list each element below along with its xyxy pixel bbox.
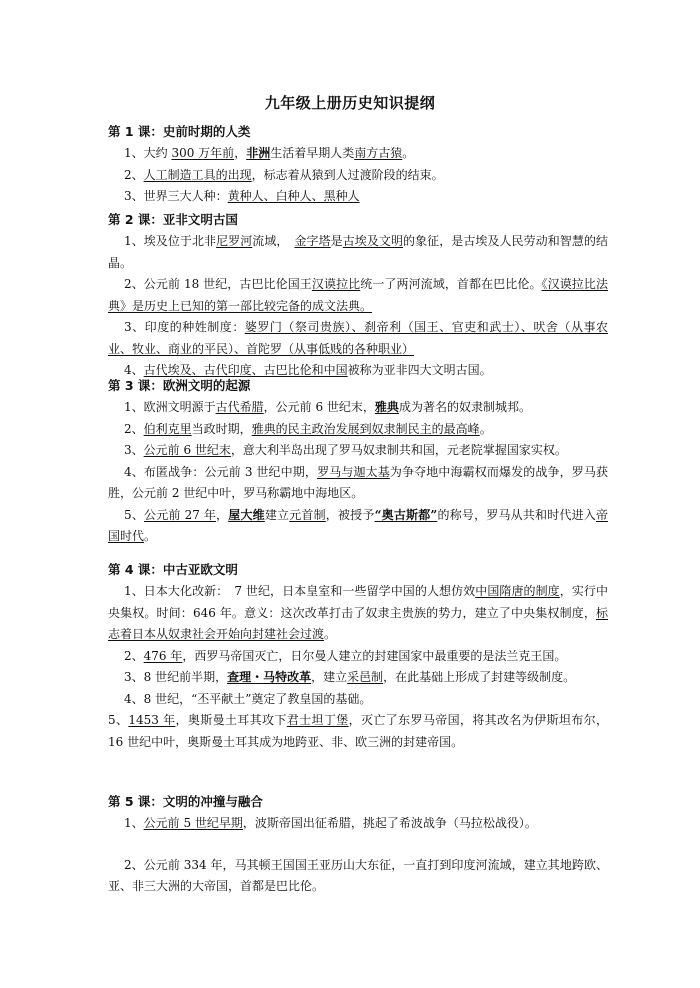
text-run: 1、大约 [124, 146, 172, 160]
text-run: 2、 [124, 648, 144, 663]
underlined-text: 非洲 [246, 146, 271, 160]
text-run: 统一了两河流域，首都在巴比伦。 [360, 277, 542, 291]
underlined-text: 查理・马特改革 [227, 670, 312, 684]
underlined-text: 古代埃及、古代印度、古巴比伦和中国 [143, 363, 348, 377]
text-run: ，在此基础上形成了封建等级制度。 [383, 670, 576, 684]
text-run: 。 [402, 146, 415, 160]
lesson-4 [108, 559, 608, 753]
text-run: 4、布匿战争：公元前 3 世纪中期， [124, 464, 318, 479]
list-item [108, 689, 608, 711]
underlined-text: 公元前 5 世纪早期 [143, 816, 243, 830]
underlined-text: 采邑制 [347, 670, 384, 684]
lesson-heading: 第 5 课：文明的冲撞与融合 [108, 794, 263, 809]
text-run: ，西罗马帝国灭亡，日尔曼人建立的封建国家中最重要的是法兰克王国。 [182, 648, 567, 663]
underlined-text: 476 年 [143, 648, 183, 663]
text-run: ，波斯帝国出征希腊，挑起了希波战争（马拉松战役）。 [242, 816, 537, 830]
underlined-text: 雅典 [374, 400, 399, 414]
list-item [108, 813, 608, 835]
underlined-text: 人工制造工具的出现 [143, 167, 252, 182]
page-title: 九年级上册历史知识提纲 [264, 94, 436, 112]
text-run: ，建立 [311, 670, 348, 684]
text-run: 为争夺地中海霸权而爆发的战争，罗马获胜，公元前 2 世纪中叶，罗马称霸地中海地区。 [108, 464, 608, 500]
underlined-text: 伯利克里 [143, 421, 192, 436]
underlined-text: 标志着日本从奴隶社会开始向封建社会过渡 [108, 605, 608, 641]
lesson-1 [108, 121, 608, 208]
list-item [108, 505, 608, 548]
list-item [108, 231, 608, 274]
underlined-text: 古埃及文明 [342, 234, 404, 248]
list-item [108, 419, 608, 441]
text-run: 3、8 世纪前半期， [124, 670, 228, 684]
underlined-text: 婆罗门（祭司贵族）、刹帝利（国王、官吏和武士）、吠舍（从事农业、牧业、商业的平民）、首陀罗（从事低贱的各种职业） [108, 320, 608, 356]
underlined-text: 300 万年前 [171, 146, 235, 160]
list-item [108, 646, 608, 668]
list-item [108, 165, 608, 187]
text-run: 。 [479, 421, 492, 436]
text-run: 的象征，是古埃及人民劳动和智慧的结晶。 [108, 234, 608, 270]
underlined-text: 中国隋唐的制度 [475, 584, 560, 598]
underlined-text: 1453 年 [128, 713, 176, 727]
underlined-text: 尼罗河 [216, 234, 253, 248]
list-item [108, 710, 608, 753]
text-run: ，实行中央集权。时间：646 年。意义：这次改革打击了奴隶主贵族的势力，建立了中央集权制度， [108, 584, 608, 620]
text-run: 生活着早期人类 [270, 146, 355, 160]
text-run: ， [234, 146, 247, 160]
list-item [108, 274, 608, 317]
text-run: ，意大利半岛出现了罗马奴隶制共和国，元老院掌握国家实权。 [230, 443, 567, 457]
text-run: 当政时期， [191, 421, 252, 436]
text-run: 5、 [124, 507, 145, 522]
text-run: 流域， [252, 234, 295, 248]
text-run: 3、 [124, 443, 144, 457]
text-run: 3、印度的种姓制度： [124, 320, 245, 334]
underlined-text: 金字塔 [294, 234, 331, 248]
text-run: 3、世界三大人种： [124, 189, 228, 203]
text-run: 1、欧洲文明源于 [124, 400, 216, 414]
underlined-text: 公元前 27 年 [144, 507, 217, 522]
list-item [108, 317, 608, 360]
list-item [108, 462, 608, 505]
text-run: 。 [144, 529, 157, 543]
text-run: 4、8 世纪，“丕平献土”奠定了教皇国的基础。 [124, 691, 372, 706]
underlined-text: 元首制 [289, 507, 326, 522]
lesson-2 [108, 209, 608, 382]
text-run: 2、公元前 18 世纪，古巴比伦国王 [124, 277, 312, 291]
underlined-text: 君士坦丁堡 [286, 713, 349, 727]
underlined-text: 南方古猿 [354, 146, 403, 160]
text-run: 是 [330, 234, 343, 248]
list-item [108, 855, 608, 898]
text-run: 成为著名的奴隶制城邦。 [398, 400, 531, 414]
underlined-text: 罗马与迦太基 [317, 464, 390, 479]
lesson-heading: 第 3 课：欧洲文明的起源 [108, 378, 251, 393]
list-item [108, 143, 608, 165]
lesson-heading: 第 4 课：中古亚欧文明 [108, 562, 238, 577]
lesson-heading: 第 1 课：史前时期的人类 [108, 124, 251, 139]
text-run: 被称为亚非四大文明古国。 [347, 363, 492, 377]
lesson-5 [108, 791, 608, 898]
text-run: ， [216, 507, 229, 522]
text-run: 建立 [264, 507, 290, 522]
list-item [108, 667, 608, 689]
text-run: 2、公元前 334 年，马其顿王国国王亚历山大东征，一直打到印度河流域，建立其地跨欧、亚、非三大洲的大帝国，首都是巴比伦。 [108, 857, 608, 893]
underlined-text: 公元前 6 世纪末 [143, 443, 231, 457]
text-run: 4、 [124, 363, 144, 377]
underlined-text: 《汉谟拉比法典》是历史上已知的第一部比较完备的成文法典。 [108, 277, 608, 313]
underlined-text: “奥古斯都” [374, 507, 438, 522]
text-run: 1、日本大化改新： 7 世纪，日本皇室和一些留学中国的人想仿效 [124, 584, 476, 598]
text-run: 2、 [124, 421, 144, 436]
text-run: 2、 [124, 167, 144, 182]
text-run: 5、 [108, 713, 129, 727]
text-run: 1、埃及位于北非 [124, 234, 217, 248]
text-run: ，灭亡了东罗马帝国，将其改名为伊斯坦布尔，16 世纪中叶，奥斯曼土耳其成为地跨亚、非、欧三洲的封建帝国。 [108, 713, 608, 749]
underlined-text: 帝国时代 [108, 507, 608, 543]
underlined-text: 古代希腊 [215, 400, 264, 414]
list-item [108, 581, 608, 646]
underlined-text: 汉谟拉比 [311, 277, 361, 291]
lesson-3 [108, 375, 608, 548]
text-run: ，奥斯曼土耳其攻下 [175, 713, 287, 727]
text-run: ，标志着从猿到人过渡阶段的结束。 [251, 167, 444, 182]
list-item [108, 397, 608, 419]
underlined-text: 黄种人、白种人、黑种人 [227, 189, 360, 203]
underlined-text: 屋大维 [228, 507, 265, 522]
lesson-heading: 第 2 课：亚非文明古国 [108, 212, 238, 227]
list-item [108, 186, 608, 208]
text-run: 的称号，罗马从共和时代进入 [437, 507, 596, 522]
text-run: 1、 [124, 816, 144, 830]
list-item [108, 440, 608, 462]
underlined-text: 雅典的民主政治发展到奴隶制民主的最高峰 [251, 421, 480, 436]
text-run: ，被授予 [325, 507, 375, 522]
text-run: ，公元前 6 世纪末， [263, 400, 375, 414]
text-run: 。 [324, 627, 337, 641]
